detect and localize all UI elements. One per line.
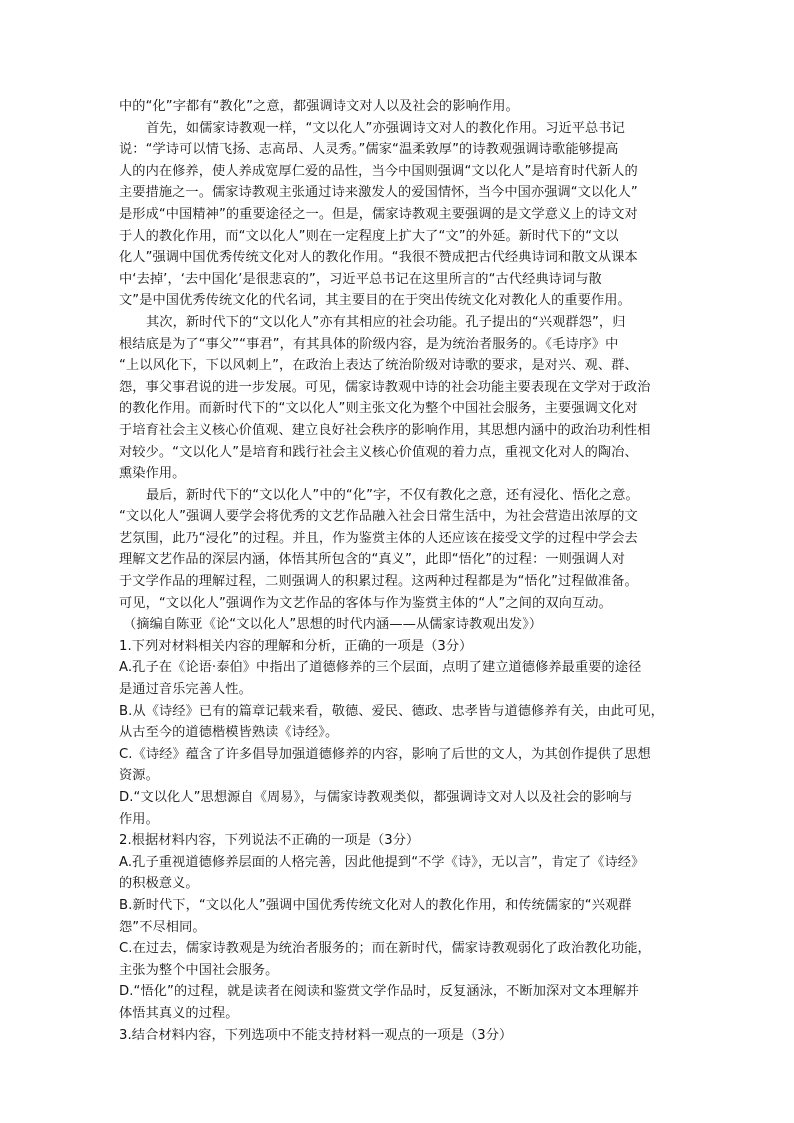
text-line: A.孔子重视道德修养层面的人格完善，因此他提到“不学《诗》，无以言”，肯定了《诗经》 [119, 854, 645, 870]
text-line: 熏染作用。 [119, 466, 186, 482]
document-page [119, 96, 679, 1046]
text-line: 其次，新时代下的“文以化人”亦有其相应的社会功能。孔子提出的“兴观群怨”，归 [146, 314, 626, 330]
text-line: 化人”强调中国优秀传统文化对人的教化作用。“我很不赞成把古代经典诗词和散文从课本 [119, 250, 638, 266]
text-line: 体悟其真义的过程。 [119, 1005, 239, 1021]
text-line: “文以化人”强调人要学会将优秀的文艺作品融入社会日常生活中，为社会营造出浓厚的文 [119, 509, 638, 525]
text-line: 对较少。“文以化人”是培育和践行社会主义核心价值观的着力点，重视文化对人的陶冶、 [119, 444, 638, 460]
text-line: 怨”不尽相同。 [119, 919, 206, 935]
text-line: B.新时代下，“文以化人”强调中国优秀传统文化对人的教化作用，和传统儒家的“兴观群 [119, 897, 632, 913]
text-line: D.“文以化人”思想源自《周易》，与儒家诗教观类似，都强调诗文对人以及社会的影响与 [119, 790, 633, 805]
text-line: “上以风化下，下以风刺上”，在政治上表达了统治阶级对诗歌的要求，是对兴、观、群、 [119, 358, 638, 374]
text-line: 的教化作用。而新时代下的“文以化人”则主张文化为整个中国社会服务，主要强调文化对 [119, 401, 638, 417]
text-line: 说：“学诗可以情飞扬、志高昂、人灵秀。”儒家“温柔敦厚”的诗教观强调诗歌能够提高 [119, 142, 619, 158]
text-line: 从古至今的道德楷模皆熟读《诗经》。 [119, 725, 339, 741]
text-line: 首先，如儒家诗教观一样，“文以化人”亦强调诗文对人的教化作用。习近平总书记 [146, 120, 625, 136]
text-line: 可见，“文以化人”强调作为文艺作品的客体与作为鉴赏主体的“人”之间的双向互动。 [119, 595, 612, 611]
text-line: 是通过音乐完善人性。 [119, 682, 252, 698]
text-line: 1.下列对材料相关内容的理解和分析，正确的一项是（3分） [119, 638, 473, 654]
text-line: 3.结合材料内容，下列选项中不能支持材料一观点的一项是（3分） [119, 1027, 513, 1043]
text-line: 艺氛围，此乃“浸化”的过程。并且，作为鉴赏主体的人还应该在接受文学的过程中学会去 [119, 530, 638, 546]
text-line: D.“悟化”的过程，就是读者在阅读和鉴赏文学作品时，反复涵泳，不断加深对文本理解并 [119, 984, 640, 1000]
text-line: 中‘去掉’，‘去中国化’是很悲哀的”，习近平总书记在这里所言的“古代经典诗词与散 [119, 271, 602, 287]
text-line: 根结底是为了“事父”“事君”，有其具体的阶级内容，是为统治者服务的。《毛诗序》中 [119, 336, 619, 352]
text-line: 主张为整个中国社会服务。 [119, 962, 279, 978]
text-line: 怨，事父事君说的进一步发展。可见，儒家诗教观中诗的社会功能主要表现在文学对于政治 [119, 379, 651, 395]
text-line: 主要措施之一。儒家诗教观主张通过诗来激发人的爱国情怀，当今中国亦强调“文以化人” [119, 185, 638, 201]
text-line: 人的内在修养，使人养成宽厚仁爱的品性，当今中国则强调“文以化人”是培育时代新人的 [119, 163, 638, 179]
text-line: 文”是中国优秀传统文化的代名词，其主要目的在于突出传统文化对教化人的重要作用。 [119, 293, 631, 309]
text-line: 作用。 [119, 811, 159, 827]
text-line: 于文学作品的理解过程，二则强调人的积累过程。这两种过程都是为“悟化”过程做准备。 [119, 574, 638, 590]
text-line: 资源。 [119, 768, 159, 784]
text-line: C.《诗经》蕴含了许多倡导加强道德修养的内容，影响了后世的文人，为其创作提供了思想 [119, 746, 651, 762]
text-line: 2.根据材料内容，下列说法不正确的一项是（3分） [119, 833, 420, 849]
text-line: 最后，新时代下的“文以化人”中的“化”字，不仅有教化之意，还有浸化、悟化之意。 [146, 487, 639, 503]
text-line: 的积极意义。 [119, 876, 199, 892]
text-line: 理解文艺作品的深层内涵，体悟其所包含的“真义”，此即“悟化”的过程：一则强调人对 [119, 552, 626, 568]
text-line: 于培育社会主义核心价值观、建立良好社会秩序的影响作用，其思想内涵中的政治功利性相 [119, 422, 651, 438]
text-line: 中的“化”字都有“教化”之意，都强调诗文对人以及社会的影响作用。 [119, 99, 519, 114]
source-citation: （摘编自陈亚《论“文以化人”思想的时代内涵——从儒家诗教观出发》） [123, 617, 543, 633]
text-line: B.从《诗经》已有的篇章记载来看，敬德、爱民、德政、忠孝皆与道德修养有关，由此可见， [119, 703, 664, 719]
text-line: 于人的教化作用，而“文以化人”则在一定程度上扩大了“文”的外延。新时代下的“文以 [119, 228, 619, 244]
text-line: A.孔子在《论语·泰伯》中指出了道德修养的三个层面，点明了建立道德修养最重要的途径 [119, 660, 642, 676]
text-line: C.在过去，儒家诗教观是为统治者服务的；而在新时代，儒家诗教观弱化了政治教化功能， [119, 941, 651, 957]
text-line: 是形成“中国精神”的重要途径之一。但是，儒家诗教观主要强调的是文学意义上的诗文对 [119, 206, 638, 222]
